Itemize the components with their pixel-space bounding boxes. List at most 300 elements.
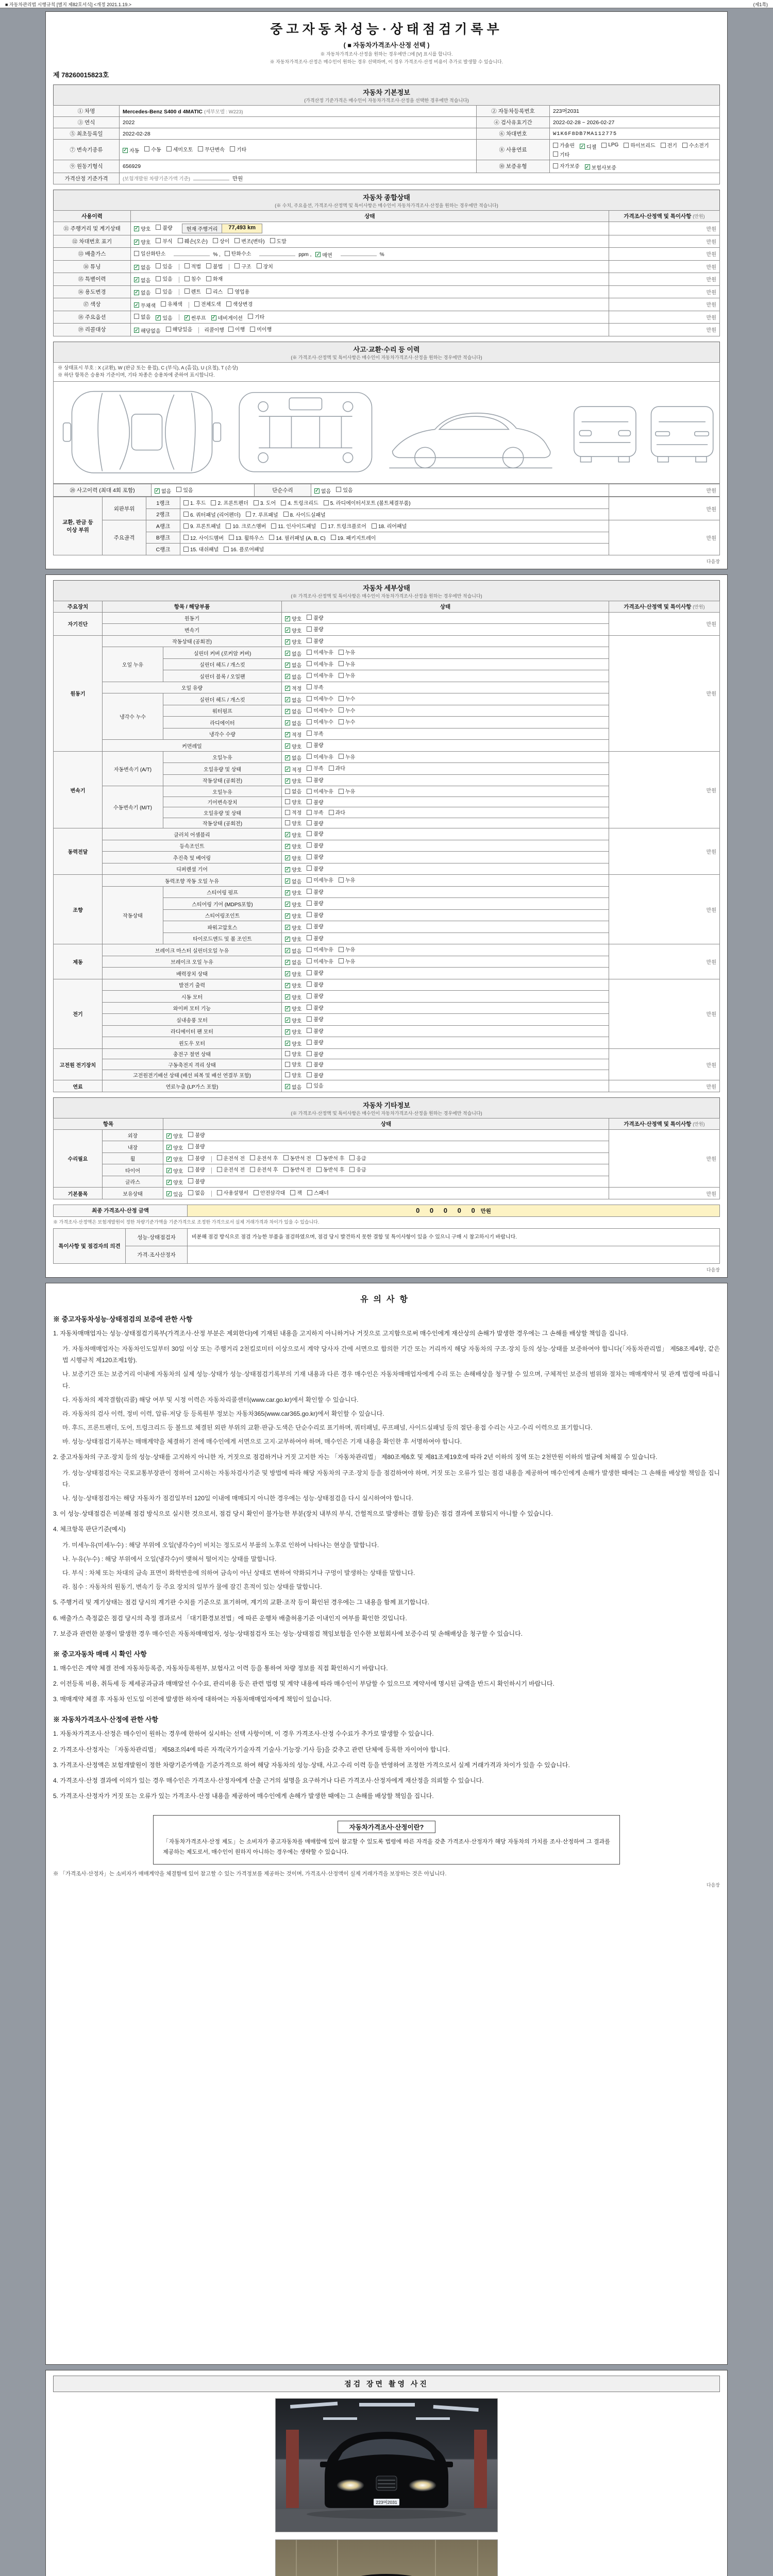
- checkbox-화재[interactable]: [206, 275, 223, 282]
- checkbox-box: [307, 1051, 312, 1056]
- checkbox-양호[interactable]: [166, 1132, 183, 1140]
- checkbox-label: 없음: [141, 265, 151, 272]
- checkbox-불량[interactable]: [307, 888, 323, 895]
- checkbox-과다[interactable]: [329, 808, 345, 816]
- checkbox-가솔린[interactable]: [553, 141, 575, 149]
- checkbox-불량[interactable]: [188, 1142, 205, 1150]
- checkbox-해당있음[interactable]: [166, 325, 193, 333]
- checkbox-수소전기[interactable]: [682, 141, 709, 149]
- checkbox-양호[interactable]: [285, 1005, 301, 1012]
- checkbox-box: ✓: [167, 1191, 171, 1196]
- state-options: [282, 624, 609, 636]
- checkbox-미이행[interactable]: [250, 325, 272, 333]
- checkbox-box: [307, 820, 312, 825]
- checkbox-양호[interactable]: [285, 798, 301, 806]
- checkbox-양호[interactable]: [166, 1178, 183, 1186]
- checkbox-누유[interactable]: [339, 787, 355, 795]
- checkbox-부족[interactable]: [307, 808, 323, 816]
- checkbox-box: ✓: [135, 302, 139, 308]
- checkbox-있음[interactable]: [156, 314, 172, 321]
- checkbox-적정[interactable]: [285, 731, 301, 738]
- photo-front-view: [276, 2399, 497, 2532]
- next-page-label[interactable]: 다음장: [706, 1882, 720, 1888]
- notes-paragraph: 2. 중고자동차의 구조·장치 등의 성능·상태를 고지하지 아니한 자, 거짓으로 점검하거나 거짓 고지한 자는 「자동차관리법」 제80조제6호 및 제81조제19호에 따라 2년 이하의 징역 또는 2천만원 이하의 벌금에 처해질 수 있습니다.: [53, 1453, 658, 1461]
- checkbox-box: ✓: [315, 488, 319, 494]
- checkbox-누유[interactable]: [339, 945, 355, 953]
- next-page-label[interactable]: 다음장: [706, 1267, 720, 1273]
- checkbox-box: ✓: [285, 855, 290, 860]
- checkbox-양호[interactable]: [134, 225, 150, 232]
- checkbox-없음[interactable]: [314, 487, 331, 495]
- price-cell: 만원: [609, 520, 720, 555]
- checkbox-썬루프[interactable]: [184, 314, 206, 321]
- checkbox-누유[interactable]: [339, 753, 355, 760]
- checkbox-label: 미세누유: [313, 673, 333, 680]
- checkbox-리스[interactable]: [206, 287, 223, 295]
- checkbox-label: 양호: [173, 1157, 183, 1163]
- checkbox-label: 부족: [313, 766, 324, 772]
- checkbox-과다[interactable]: [329, 764, 345, 772]
- checkbox-불량[interactable]: [307, 922, 323, 930]
- checkbox-없음[interactable]: [285, 947, 301, 955]
- checkbox-운전석 전[interactable]: [217, 1165, 245, 1173]
- checkbox-누유[interactable]: [339, 660, 355, 668]
- checkbox-미세누유[interactable]: [307, 648, 333, 656]
- checkbox-미세누유[interactable]: [307, 787, 333, 795]
- checkbox-불량[interactable]: [307, 865, 323, 872]
- checkbox-미세누수[interactable]: [307, 694, 333, 702]
- state-options: [131, 273, 609, 286]
- checkbox-누수[interactable]: [339, 718, 355, 725]
- checkbox-불량[interactable]: [307, 625, 323, 633]
- checkbox-동반석 전[interactable]: [283, 1154, 311, 1162]
- checkbox-적정[interactable]: [285, 684, 301, 692]
- state-options: [163, 1141, 609, 1153]
- checkbox-7. 루프패널[interactable]: [246, 511, 278, 518]
- checkbox-미세누유[interactable]: [307, 671, 333, 679]
- accident-history-table: [53, 484, 720, 497]
- checkbox-있음[interactable]: [156, 287, 172, 295]
- checkbox-양호[interactable]: [285, 889, 301, 896]
- checkbox-있음[interactable]: [176, 486, 193, 494]
- checkbox-부식[interactable]: [156, 237, 172, 245]
- checkbox-없음[interactable]: [285, 1083, 301, 1091]
- checkbox-부족[interactable]: [307, 730, 323, 737]
- checkbox-미세누수[interactable]: [307, 718, 333, 725]
- checkbox-불량[interactable]: [307, 798, 323, 806]
- checkbox-있음[interactable]: [307, 1081, 323, 1089]
- checkbox-label: 5. 라디에이터서포트 (볼트체결부품): [330, 501, 411, 507]
- checkbox-불법[interactable]: [206, 262, 223, 270]
- checkbox-label: 누유: [345, 959, 356, 965]
- checkbox-box: ✓: [285, 650, 290, 656]
- checkbox-불량[interactable]: [307, 829, 323, 837]
- checkbox-label: 불량: [313, 889, 324, 895]
- checkbox-label: 영업용: [234, 289, 250, 295]
- checkbox-불량[interactable]: [188, 1154, 205, 1162]
- checkbox-box: [307, 947, 312, 952]
- checkbox-없음[interactable]: [285, 754, 301, 761]
- checkbox-2. 프론트펜더[interactable]: [211, 499, 248, 506]
- state-options: [282, 1059, 609, 1070]
- checkbox-15. 대쉬패널[interactable]: [183, 545, 219, 553]
- checkbox-label: 양호: [292, 640, 302, 646]
- checkbox-적법[interactable]: [184, 262, 201, 270]
- checkbox-불량[interactable]: [307, 1027, 323, 1035]
- item-label: 배력장치 상태: [103, 968, 282, 979]
- checkbox-3. 도어[interactable]: [254, 499, 276, 506]
- checkbox-불량[interactable]: [307, 776, 323, 784]
- checkbox-불량[interactable]: [307, 934, 323, 942]
- checkbox-불량[interactable]: [307, 819, 323, 827]
- checkbox-box: [183, 512, 189, 517]
- checkbox-불량[interactable]: [307, 992, 323, 999]
- checkbox-누수[interactable]: [339, 694, 355, 702]
- checkbox-미세누유[interactable]: [307, 957, 333, 965]
- checkbox-없음[interactable]: [285, 877, 301, 885]
- checkbox-양호[interactable]: [285, 981, 301, 989]
- checkbox-14. 필러패널 (A, B, C)[interactable]: [269, 534, 325, 541]
- checkbox-없음[interactable]: [134, 263, 150, 271]
- checkbox-없음[interactable]: [155, 487, 171, 495]
- checkbox-label: 없음: [292, 756, 302, 762]
- checkbox-변조(변타)[interactable]: [234, 237, 264, 245]
- checkbox-box: [166, 327, 171, 332]
- price-cell: 만원: [609, 273, 720, 286]
- checkbox-불량[interactable]: [188, 1131, 205, 1139]
- checkbox-양호[interactable]: [285, 854, 301, 862]
- checkbox-누유[interactable]: [339, 957, 355, 965]
- item-label: 내장: [103, 1141, 163, 1153]
- checkbox-상이[interactable]: [213, 237, 229, 245]
- checkbox-label: 스패너: [313, 1191, 329, 1197]
- checkbox-box: [285, 1051, 290, 1056]
- checkbox-label: 미세누수: [313, 720, 333, 726]
- checkbox-box: ✓: [285, 639, 290, 645]
- checkbox-box: [176, 487, 181, 492]
- checkbox-label: 미세누유: [313, 754, 333, 760]
- item-label: 스티어링 기어 (MDPS포함): [163, 898, 282, 910]
- checkbox-양호[interactable]: [285, 1071, 301, 1079]
- checkbox-label: 있음: [313, 1083, 324, 1090]
- checkbox-해당없음[interactable]: [134, 327, 161, 334]
- checkbox-없음[interactable]: [285, 673, 301, 681]
- checkbox-응급[interactable]: [349, 1154, 366, 1162]
- checkbox-label: 양호: [292, 744, 302, 750]
- checkbox-label: 불량: [313, 1040, 324, 1046]
- checkbox-없음[interactable]: [188, 1189, 205, 1196]
- checkbox-누유[interactable]: [339, 648, 355, 656]
- checkbox-양호[interactable]: [285, 901, 301, 908]
- checkbox-box: ✓: [285, 959, 290, 965]
- checkbox-없음[interactable]: [285, 650, 301, 657]
- checkbox-불량[interactable]: [307, 1060, 323, 1068]
- checkbox-불량[interactable]: [307, 637, 323, 645]
- checkbox-양호[interactable]: [285, 1040, 301, 1047]
- checkbox-불량[interactable]: [188, 1165, 205, 1173]
- checkbox-미세누유[interactable]: [307, 945, 333, 953]
- checkbox-세미오토[interactable]: [166, 145, 193, 153]
- next-page-label[interactable]: 다음장: [706, 558, 720, 564]
- checkbox-있음[interactable]: [156, 275, 172, 282]
- checkbox-label: 자동: [129, 148, 140, 155]
- checkbox-box: [269, 535, 274, 540]
- checkbox-label: 불량: [195, 1144, 205, 1150]
- state-options: [282, 1080, 609, 1092]
- checkbox-불량[interactable]: [307, 853, 323, 860]
- checkbox-box: [188, 1155, 193, 1160]
- checkbox-운전석 후[interactable]: [250, 1154, 278, 1162]
- checkbox-매연[interactable]: [315, 251, 332, 259]
- checkbox-불량[interactable]: [156, 224, 172, 231]
- price-cell: 만원: [609, 875, 720, 944]
- checkbox-10. 크로스멤버[interactable]: [226, 522, 266, 530]
- checkbox-label: 동반석 전: [290, 1167, 311, 1174]
- checkbox-양호[interactable]: [166, 1155, 183, 1163]
- checkbox-응급[interactable]: [349, 1165, 366, 1173]
- checkbox-13. 휠하우스[interactable]: [229, 534, 264, 541]
- state-options: [282, 1048, 609, 1059]
- checkbox-미세누유[interactable]: [307, 660, 333, 668]
- checkbox-불량[interactable]: [307, 614, 323, 621]
- item-label: 라디에이터: [163, 717, 282, 728]
- checkbox-기타[interactable]: [553, 150, 569, 158]
- checkbox-label: 양호: [292, 1062, 302, 1069]
- checkbox-label: 14. 필러패널 (A, B, C): [276, 535, 326, 541]
- checkbox-box: [290, 1190, 295, 1195]
- checkbox-양호[interactable]: [285, 777, 301, 785]
- checkbox-label: 13. 휠하우스: [235, 535, 264, 541]
- checkbox-미세누수[interactable]: [307, 706, 333, 714]
- checkbox-전기[interactable]: [661, 141, 677, 149]
- checkbox-양호[interactable]: [285, 1060, 301, 1068]
- checkbox-label: 응급: [356, 1156, 366, 1162]
- checkbox-디젤[interactable]: [580, 143, 596, 150]
- checkbox-누유[interactable]: [339, 876, 355, 884]
- checkbox-양호[interactable]: [285, 866, 301, 873]
- checkbox-양호[interactable]: [285, 742, 301, 750]
- price-survey-select-line: ( ■ 자동차가격조사·산정 선택 ): [343, 42, 430, 49]
- checkbox-label: 17. 트렁크플로어: [328, 524, 366, 530]
- checkbox-전체도색[interactable]: [194, 300, 221, 308]
- item-label: 오일유량 및 상태: [163, 807, 282, 818]
- checkbox-적정[interactable]: [285, 808, 301, 816]
- checkbox-훼손(오손)[interactable]: [178, 237, 208, 245]
- checkbox-양호[interactable]: [285, 842, 301, 850]
- checkbox-무채색[interactable]: [134, 301, 156, 309]
- checkbox-6. 쿼터패널 (리어펜더)[interactable]: [183, 511, 241, 518]
- checkbox-box: [307, 650, 312, 655]
- checkbox-17. 트렁크플로어[interactable]: [321, 522, 366, 530]
- checkbox-있음[interactable]: [166, 1190, 183, 1198]
- checkbox-없음[interactable]: [285, 787, 301, 795]
- checkbox-양호[interactable]: [285, 1050, 301, 1058]
- checkbox-양호[interactable]: [285, 638, 301, 646]
- checkbox-label: 잭: [297, 1191, 302, 1197]
- checkbox-장치[interactable]: [257, 262, 273, 270]
- checkbox-보험사보증[interactable]: [585, 163, 616, 171]
- checkbox-운전석 전[interactable]: [217, 1154, 245, 1162]
- checkbox-네비게이션[interactable]: [211, 314, 243, 321]
- item-label: 브레이크 오일 누유: [103, 956, 282, 968]
- checkbox-label: 8. 사이드실패널: [290, 512, 326, 518]
- checkbox-없음[interactable]: [285, 958, 301, 966]
- checkbox-동반석 후[interactable]: [316, 1154, 344, 1162]
- checkbox-불량[interactable]: [307, 1038, 323, 1046]
- checkbox-무단변속[interactable]: [198, 145, 225, 153]
- checkbox-도말[interactable]: [270, 237, 287, 245]
- checkbox-불량[interactable]: [307, 911, 323, 919]
- checkbox-box: [285, 799, 290, 804]
- checkbox-양호[interactable]: [285, 924, 301, 931]
- checkbox-box: [307, 924, 312, 929]
- checkbox-양호[interactable]: [285, 1016, 301, 1024]
- state-options: [163, 1188, 609, 1199]
- final-price-note: ※ 가격조사·산정액은 보험개발원이 정한 차량기준가액을 기준가격으로 조정한 가격으로서 실제 거래가격과 차이가 있을 수 있습니다.: [53, 1219, 320, 1225]
- checkbox-양호[interactable]: [285, 1028, 301, 1036]
- checkbox-부족[interactable]: [307, 683, 323, 691]
- checkbox-box: [257, 263, 262, 268]
- checkbox-자가보증[interactable]: [553, 162, 580, 170]
- checkbox-1. 후드[interactable]: [183, 499, 206, 506]
- checkbox-침수[interactable]: [184, 275, 201, 282]
- checkbox-18. 리어패널[interactable]: [372, 522, 407, 530]
- checkbox-동반석 후[interactable]: [316, 1165, 344, 1173]
- item-label: 구동축전지 격리 상태: [103, 1059, 282, 1070]
- checkbox-불량[interactable]: [188, 1177, 205, 1185]
- checkbox-없음[interactable]: [285, 707, 301, 715]
- checkbox-동반석 전[interactable]: [283, 1165, 311, 1173]
- checkbox-9. 프론트패널[interactable]: [183, 522, 221, 530]
- checkbox-불량[interactable]: [307, 741, 323, 749]
- checkbox-불량[interactable]: [307, 1015, 323, 1023]
- checkbox-label: 적정: [292, 810, 302, 817]
- checkbox-불량[interactable]: [307, 841, 323, 849]
- checkbox-불량[interactable]: [307, 980, 323, 988]
- checkbox-불량[interactable]: [307, 969, 323, 976]
- checkbox-불량[interactable]: [307, 1071, 323, 1079]
- checkbox-양호[interactable]: [285, 615, 301, 622]
- notes-paragraph: 1. 자동차매매업자는 성능·상태점검기록부(가격조사·산정 부분은 제외한다)에 기재된 내용을 고지하지 아니하거나 거짓으로 고지함으로써 매수인에게 재산상의 손해가 발생한 경우에는 그 손해를 배상할 책임을 집니다.: [53, 1329, 629, 1337]
- checkbox-자동[interactable]: [123, 146, 139, 154]
- checkbox-유채색[interactable]: [161, 300, 182, 308]
- detail-state-table: [53, 601, 720, 1092]
- checkbox-하이브리드[interactable]: [624, 141, 655, 149]
- checkbox-부족[interactable]: [307, 764, 323, 772]
- checkbox-있음[interactable]: [156, 262, 172, 270]
- checkbox-label: 변조(변타): [241, 239, 265, 245]
- checkbox-있음[interactable]: [336, 486, 352, 494]
- checkbox-기타[interactable]: [248, 313, 264, 320]
- checkbox-불량[interactable]: [307, 1004, 323, 1011]
- checkbox-box: [184, 263, 190, 268]
- checkbox-양호[interactable]: [285, 819, 301, 827]
- checkbox-box: ✓: [285, 708, 290, 714]
- checkbox-미세누유[interactable]: [307, 876, 333, 884]
- checkbox-양호[interactable]: [285, 912, 301, 920]
- notes-paragraph: 마. 후드, 프론트펜더, 도어, 트렁크리드 등 볼트로 체결된 외판 부위의 교환·판금·도색은 단순수리로 표기하며, 쿼터패널, 루프패널, 사이드실패널 등의 절단·용접 수리는 사고·수리 이력으로 표기합니다.: [62, 1424, 593, 1432]
- checkbox-없음[interactable]: [134, 289, 150, 296]
- checkbox-누유[interactable]: [339, 671, 355, 679]
- checkbox-없음[interactable]: [134, 313, 150, 320]
- checkbox-LPG[interactable]: [601, 142, 618, 148]
- field-label: ⑱ 주요옵션: [54, 311, 131, 324]
- checkbox-label: 양호: [292, 844, 302, 851]
- item-label: 작동상태 (공회전): [103, 635, 282, 647]
- checkbox-label: 불량: [313, 821, 324, 827]
- checkbox-양호[interactable]: [285, 993, 301, 1001]
- checkbox-label: 동반석 후: [323, 1167, 345, 1174]
- checkbox-box: [285, 820, 290, 825]
- checkbox-잭[interactable]: [290, 1189, 302, 1196]
- checkbox-기타[interactable]: [230, 145, 246, 153]
- checkbox-양호[interactable]: [166, 1144, 183, 1151]
- checkbox-19. 패키지트레이[interactable]: [331, 534, 376, 541]
- checkbox-12. 사이드멤버[interactable]: [183, 534, 224, 541]
- checkbox-미세누유[interactable]: [307, 753, 333, 760]
- checkbox-사용설명서[interactable]: [217, 1189, 248, 1196]
- state-options: [311, 484, 609, 497]
- checkbox-label: 부식: [162, 239, 173, 245]
- checkbox-렌트[interactable]: [184, 287, 201, 295]
- checkbox-4. 트렁크리드[interactable]: [281, 499, 318, 506]
- checkbox-적정[interactable]: [285, 766, 301, 773]
- checkbox-label: 전체도색: [200, 302, 221, 308]
- checkbox-box: [156, 238, 161, 243]
- checkbox-8. 사이드실패널[interactable]: [283, 511, 326, 518]
- state-options: [282, 1002, 609, 1014]
- checkbox-label: 보험사보증: [591, 165, 616, 171]
- checkbox-box: [339, 673, 344, 678]
- device-label: 고전원 전기장치: [54, 1048, 103, 1080]
- checkbox-운전석 후[interactable]: [250, 1165, 278, 1173]
- checkbox-이행[interactable]: [228, 325, 245, 333]
- checkbox-16. 플로어패널[interactable]: [224, 545, 264, 553]
- checkbox-양호[interactable]: [285, 935, 301, 943]
- checkbox-수동[interactable]: [144, 145, 161, 153]
- checkbox-누수[interactable]: [339, 706, 355, 714]
- checkbox-일산화탄소[interactable]: [134, 249, 165, 257]
- checkbox-불량[interactable]: [307, 899, 323, 907]
- checkbox-양호[interactable]: [285, 626, 301, 634]
- checkbox-탄화수소[interactable]: [225, 249, 251, 257]
- checkbox-box: [307, 981, 312, 987]
- checkbox-없음[interactable]: [285, 719, 301, 727]
- checkbox-11. 인사이드패널[interactable]: [271, 522, 316, 530]
- checkbox-box: ✓: [285, 1029, 290, 1035]
- checkbox-영업용[interactable]: [228, 287, 249, 295]
- checkbox-없음[interactable]: [285, 661, 301, 669]
- checkbox-양호[interactable]: [166, 1167, 183, 1175]
- device-label: 제동: [54, 944, 103, 979]
- price-cell: 만원: [609, 1129, 720, 1188]
- checkbox-불량[interactable]: [307, 1050, 323, 1058]
- checkbox-없음[interactable]: [134, 276, 150, 284]
- section-detail-title: 자동차 세부상태 (※ 가격조사·산정액 및 특이사항은 매수인이 자동차가격조사·산정을 원하는 경우에만 적습니다): [53, 580, 720, 601]
- checkbox-구조[interactable]: [234, 262, 251, 270]
- checkbox-5. 라디에이터서포트 (볼트체결부품)[interactable]: [324, 499, 411, 506]
- checkbox-스패너[interactable]: [307, 1189, 329, 1196]
- checkbox-안전삼각대[interactable]: [254, 1189, 285, 1196]
- checkbox-box: [250, 1155, 255, 1160]
- notes-paragraph: ※ 자동차가격조사·산정에 관한 사항: [53, 1716, 158, 1724]
- checkbox-box: ✓: [285, 673, 290, 679]
- checkbox-양호[interactable]: [134, 238, 150, 246]
- checkbox-양호[interactable]: [285, 970, 301, 978]
- checkbox-없음[interactable]: [285, 696, 301, 704]
- checkbox-색상변경[interactable]: [226, 300, 253, 308]
- checkbox-양호[interactable]: [285, 831, 301, 839]
